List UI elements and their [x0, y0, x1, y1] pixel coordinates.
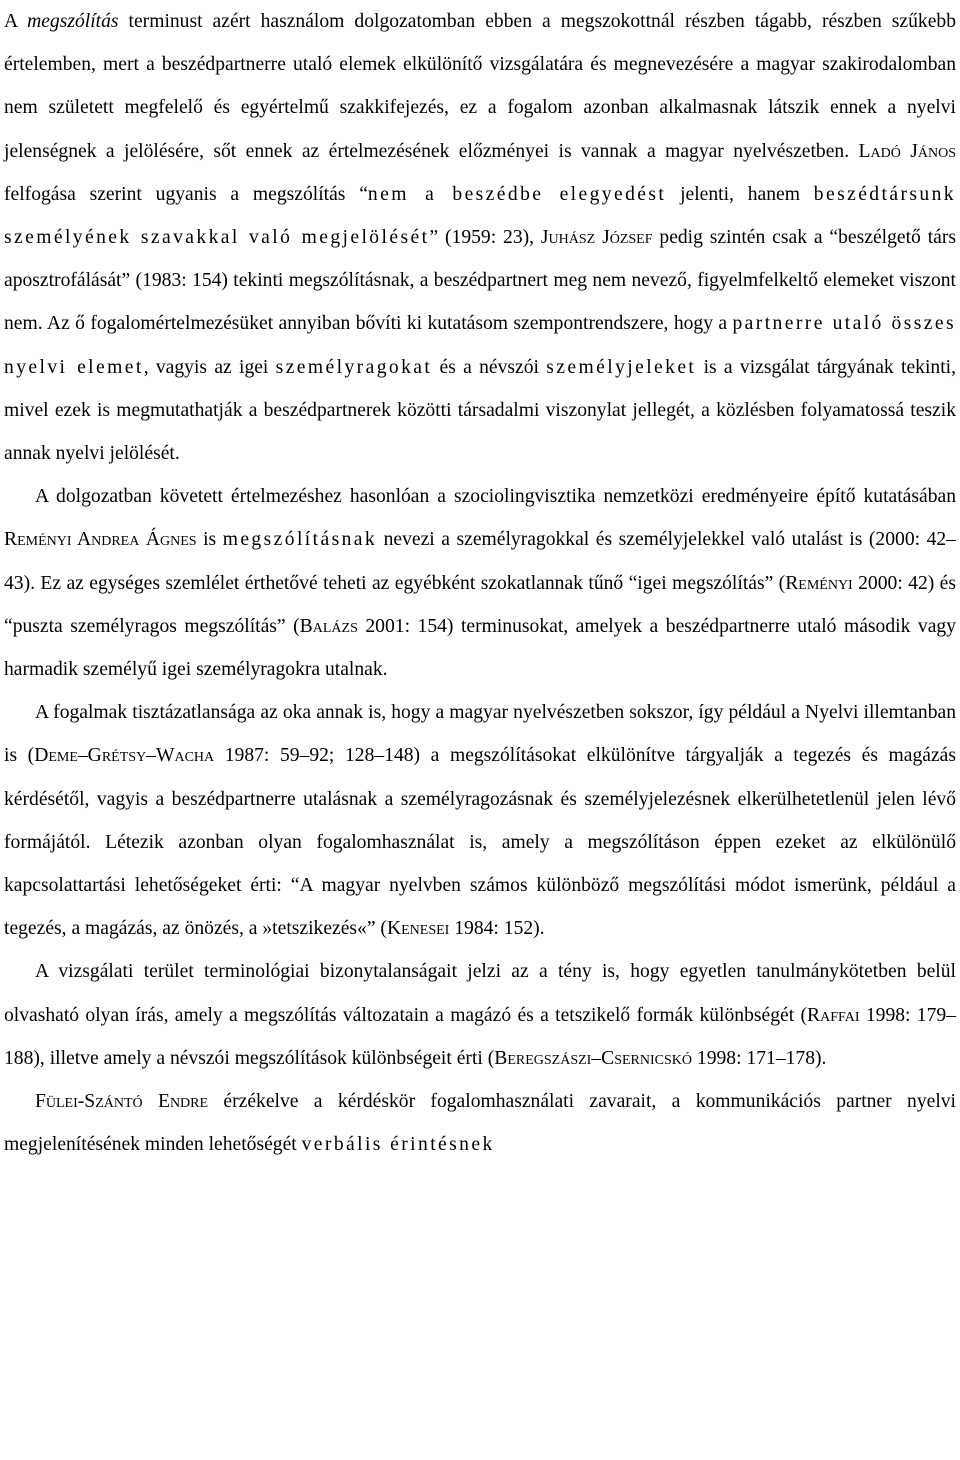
paragraph-2 — [4, 475, 956, 691]
text-run: is a vizsgálat tárgyának tekinti, mivel ezek is megmutathatják a beszédpartnerek közötti társadalmi viszonylat jellegét, a közlésben folyamatossá teszik annak nyelvi jelölését. — [4, 356, 956, 465]
paragraph-4 — [4, 950, 956, 1080]
author-name: Raffai — [807, 1004, 860, 1026]
text-run: A dolgozatban követett értelmezéshez hasonlóan a szociolingvisztika nemzetközi eredményeire építő kutatásában — [35, 486, 956, 508]
text-run: 1998: 171–178). — [692, 1047, 827, 1069]
author-name: Kenesei — [386, 918, 450, 940]
text-run: felfogása szerint ugyanis a megszólítás “ — [4, 183, 368, 205]
emphasized-term: beszédtársunk személyének szavakkal való megjelölését — [4, 183, 956, 249]
emphasized-term: megszólításnak — [222, 529, 378, 551]
text-run: A fogalmak tisztázatlansága az oka annak is, hogy a magyar nyelvészetben sokszor, így például a Nyelvi illemtanban is ( — [4, 702, 956, 767]
text-run: ” (1959: 23), — [429, 227, 541, 249]
text-run: 2000: 42) és “puszta személyragos megszólítás” ( — [4, 572, 956, 637]
paragraph-1 — [4, 0, 956, 475]
paragraph-5 — [4, 1080, 956, 1166]
author-name: Beregszászi–Csernicskó — [494, 1047, 692, 1069]
text-run: 2001: 154) terminusokat, amelyek a beszédpartnerre utaló második vagy harmadik személyű igei személyragokra utalnak. — [4, 615, 956, 681]
text-run: érzékelve a kérdéskör fogalomhasználati zavarait, a kommunikációs partner nyelvi megjelenítésének minden lehetőségét — [4, 1091, 957, 1156]
text-run: is — [196, 529, 223, 551]
author-name: Juhász József — [540, 227, 653, 249]
text-run: A — [4, 11, 28, 32]
author-name: Reményi Andrea Ágnes — [4, 529, 197, 551]
emphasized-term: személyragokat — [275, 356, 433, 378]
paragraph-3 — [4, 691, 956, 950]
text-run: nevezi a személyragokkal és személyjelekkel való utalást is (2000: 42–43). Ez az egységes szemlélet érthetővé teheti az egyébként szokatlannak tűnő “igei megszólítás” ( — [4, 529, 956, 594]
author-name: Deme–Grétsy–Wacha — [34, 745, 215, 767]
text-run: terminust azért használom dolgozatomban ebben a megszokottnál részben tágabb, részben szűkebb értelemben, mert a beszédpartnerre utaló elemek elkülönítő vizsgálatára és megnevezésére a magyar szakirodalomban nem született megfelelő és egyértelmű szakkifejezés, ez a fogalom azonban alkalmasnak látszik ennek a nyelvi jelenségnek a jelölésére, sőt ennek az értelmezésének előzményei is vannak a magyar nyelvészetben. — [4, 11, 956, 162]
text-run: 1984: 152). — [449, 918, 545, 940]
text-run: , vagyis az igei — [143, 356, 276, 378]
author-name: Balázs — [299, 615, 358, 637]
author-name: Ladó János — [858, 140, 956, 162]
author-name: Reményi — [785, 572, 853, 594]
text-run: pedig szintén csak a “beszélgető társ aposztrofálását” (1983: 154) tekinti megszólításnak, a beszédpartnert meg nem nevező, figyelmfelkeltő elemeket viszont nem. Az ő fogalomértelmezésüket annyiban bővíti ki kutatásom szempontrendszere, hogy a — [4, 227, 956, 335]
text-run: 1998: 179–188), illetve amely a névszói megszólítások különbségeit érti ( — [4, 1004, 956, 1069]
emphasized-term: partnerre utaló összes nyelvi elemet — [4, 313, 957, 378]
emphasized-term: személyjeleket — [546, 356, 697, 378]
text-run: A vizsgálati terület terminológiai bizonytalanságait jelzi az a tény is, hogy egyetlen tanulmánykötetben belül olvasható olyan írás, amely a megszólítás változatain a magázó és a tetszikelő formák különbségét ( — [4, 961, 956, 1026]
emphasized-term: nem a beszédbe elegyedést — [367, 183, 667, 205]
author-name: Fülei-Szántó Endre — [35, 1091, 209, 1113]
text-run: 1987: 59–92; 128–148) a megszólításokat elkülönítve tárgyalják a tegezés és magázás kérdésétől, vagyis a beszédpartnerre utalásnak a személyragozásnak és személyjelezésnek elkerülhetetlenül jelen lévő formájától. Létezik azonban olyan fogalomhasználat is, amely a megszólításon éppen ezeket az elkülönülő kapcsolattartási lehetőségeket érti: “A magyar nyelvben számos különböző megszólítási módot ismerünk, például a tegezés, a magázás, az önözés, a »tetszikezés«” ( — [4, 745, 956, 940]
italic-term: megszólítás — [27, 11, 119, 32]
text-run: és a névszói — [432, 356, 547, 378]
emphasized-term: verbális érintésnek — [301, 1134, 495, 1156]
text-run: jelenti, hanem — [666, 183, 814, 205]
